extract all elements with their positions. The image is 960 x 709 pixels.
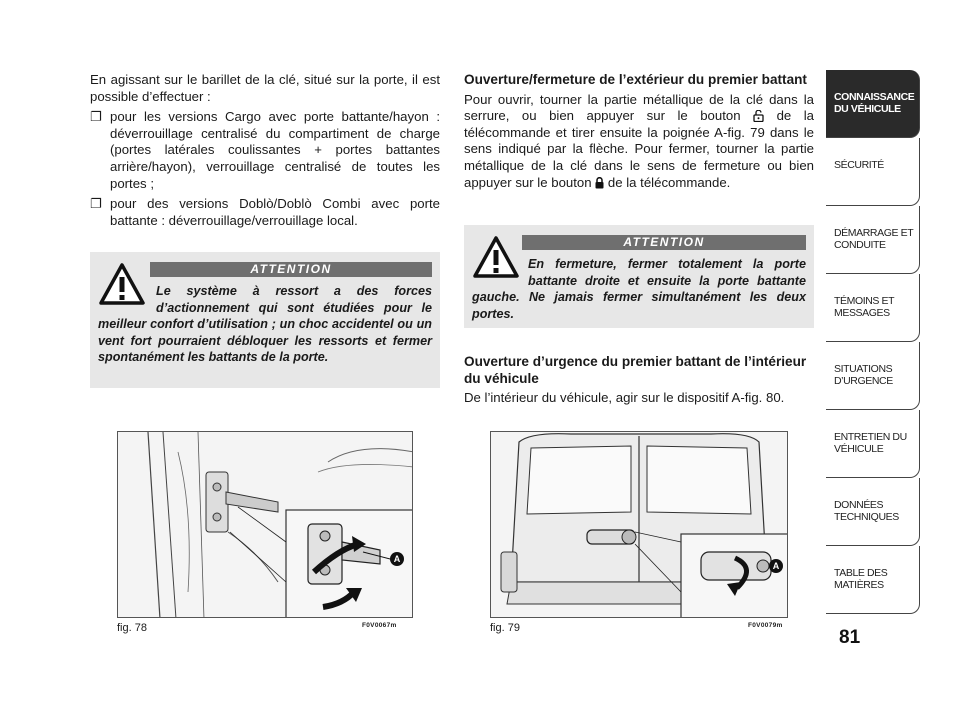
lock-button-icon bbox=[595, 177, 604, 189]
attention-text: En fermeture, fermer totalement la porte battante droite et ensuite la porte battante gauche. Ne jamais fermer simultanément les deux portes. bbox=[472, 257, 806, 321]
unlock-button-icon bbox=[753, 110, 764, 122]
section-heading: Ouverture d’urgence du premier battant de l’intérieur du véhicule bbox=[464, 354, 807, 386]
figure-caption: fig. 78 bbox=[117, 622, 147, 634]
tab-entretien-vehicule[interactable]: ENTRETIEN DU VÉHICULE bbox=[826, 410, 920, 478]
figure-code: F0V0079m bbox=[748, 622, 783, 629]
tab-securite[interactable]: SÉCURITÉ bbox=[826, 138, 920, 206]
chapter-tabs bbox=[826, 70, 920, 614]
callout-a: A bbox=[390, 552, 404, 566]
emergency-section bbox=[464, 354, 814, 407]
rear-door-illustration bbox=[491, 432, 788, 618]
figure-caption: fig. 79 bbox=[490, 622, 520, 634]
attention-text: Le système à ressort a des forces d’actionnement qui sont étudiées pour le meilleur confort d’utilisation ; un choc accidentel ou un vent fort pourraient débloquer les ressorts et fermer spontanément les battants de la porte. bbox=[98, 284, 432, 365]
list-item bbox=[90, 109, 440, 192]
attention-box-left bbox=[90, 252, 440, 388]
tab-demarrage-conduite[interactable]: DÉMARRAGE ET CONDUITE bbox=[826, 206, 920, 274]
tab-table-matieres[interactable]: TABLE DES MATIÈRES bbox=[826, 546, 920, 614]
tab-temoins-messages[interactable]: TÉMOINS ET MESSAGES bbox=[826, 274, 920, 342]
door-hinge-illustration bbox=[118, 432, 413, 618]
checkbox-bullet-icon: ❐ bbox=[90, 196, 102, 212]
attention-box-right bbox=[464, 225, 814, 328]
bullet-text: pour les versions Cargo avec porte battante/hayon : déverrouillage centralisé du compartiment de charge (portes latérales coulissantes + portes battantes arrière/hayon), verrouillage centralisé de toutes les portes ; bbox=[110, 109, 440, 191]
page-number: 81 bbox=[839, 627, 861, 648]
intro-paragraph: En agissant sur le barillet de la clé, situé sur la porte, il est possible d’effectuer : bbox=[90, 72, 440, 104]
section-paragraph: De l’intérieur du véhicule, agir sur le dispositif A-fig. 80. bbox=[464, 390, 785, 406]
figure-79-rear-door bbox=[490, 431, 788, 618]
callout-a: A bbox=[769, 559, 783, 573]
tab-connaissance-vehicule[interactable]: CONNAISSANCE DU VÉHICULE bbox=[826, 70, 920, 138]
attention-label: ATTENTION bbox=[522, 235, 806, 250]
figure-78-door-hinge bbox=[117, 431, 413, 618]
right-column bbox=[464, 72, 814, 191]
tab-situations-urgence[interactable]: SITUATIONS D’URGENCE bbox=[826, 342, 920, 410]
section-heading: Ouverture/fermeture de l’extérieur du premier battant bbox=[464, 72, 807, 87]
tab-donnees-techniques[interactable]: DONNÉES TECHNIQUES bbox=[826, 478, 920, 546]
bullet-text: pour des versions Doblò/Doblò Combi avec porte battante : déverrouillage/verrouillage local. bbox=[110, 196, 440, 228]
figure-code: F0V0067m bbox=[362, 622, 397, 629]
checkbox-bullet-icon: ❐ bbox=[90, 109, 102, 125]
section-paragraph: Pour ouvrir, tourner la partie métallique de la clé dans la serrure, ou bien appuyer sur le bouton de la télécommande et tirer ensuite la poignée A-fig. 79 dans le sens indiqué par la flèche. Pour fermer, tourner la partie métallique de la clé dans le sens de fermeture ou bien appuyer sur le bouton de la télécommande. bbox=[464, 91, 814, 190]
attention-label: ATTENTION bbox=[150, 262, 432, 277]
left-column bbox=[90, 72, 440, 229]
list-item bbox=[90, 196, 440, 229]
